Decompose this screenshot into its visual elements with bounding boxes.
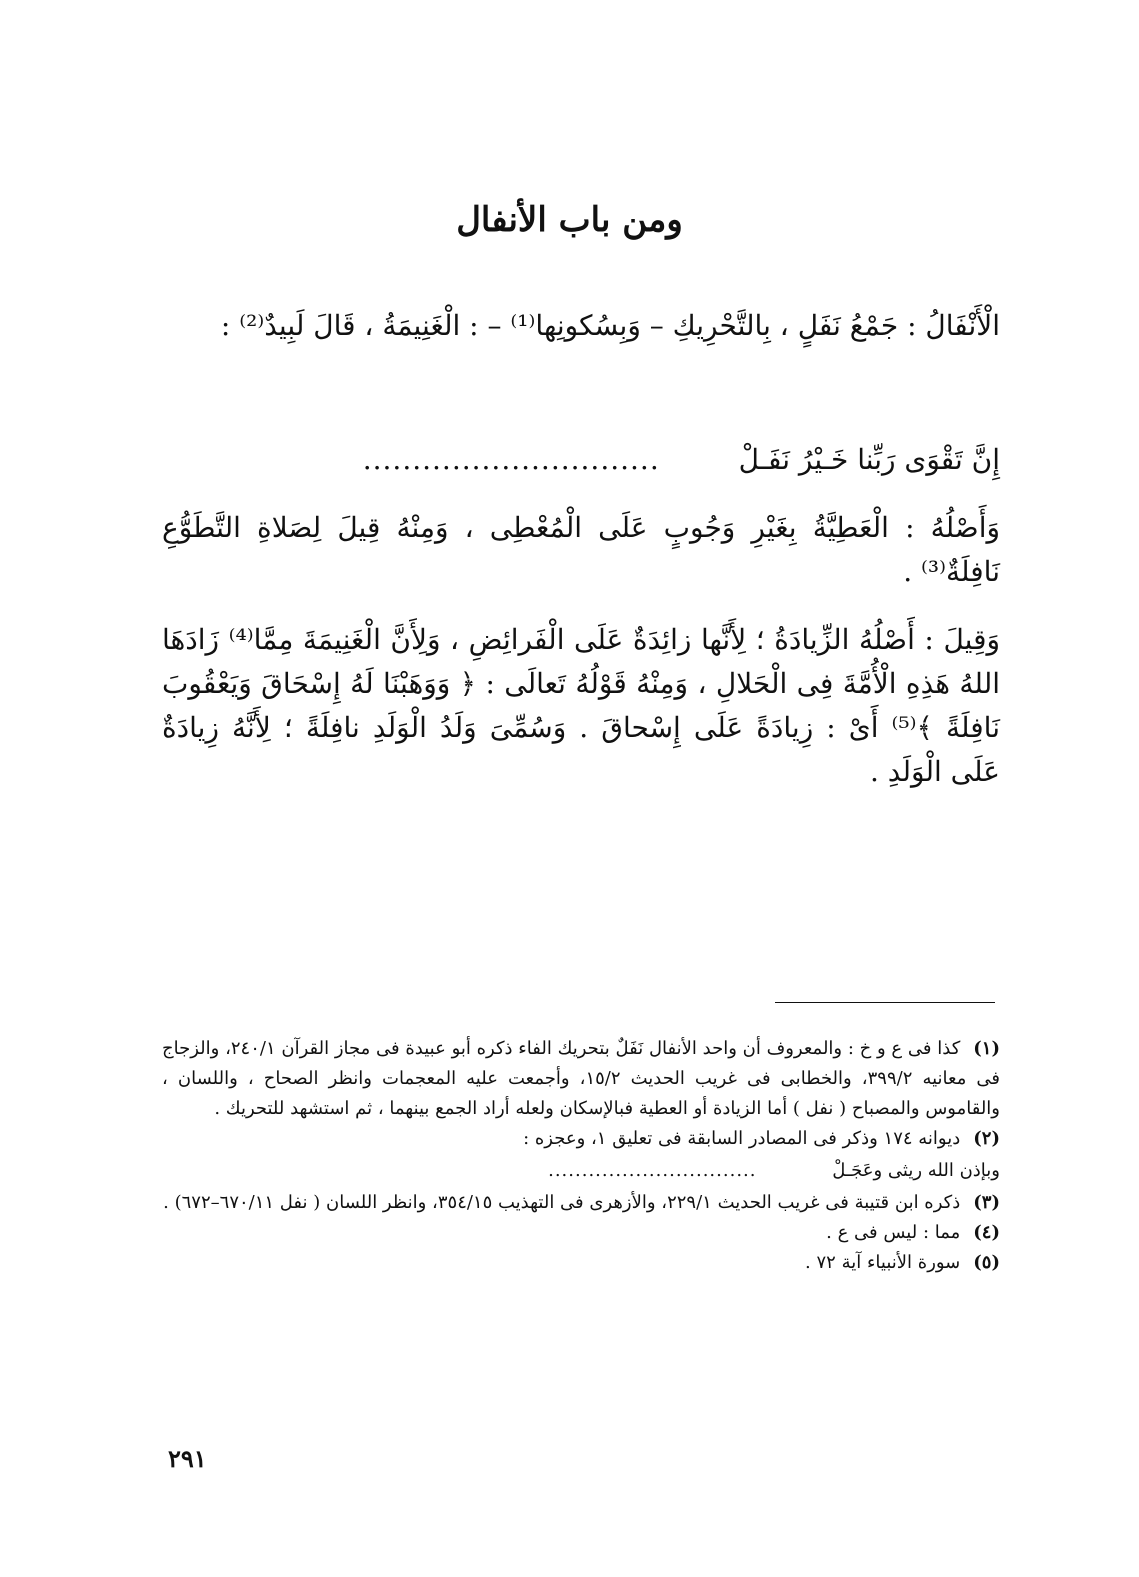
paragraph-definition: الْأَنْفَالُ : جَمْعُ نَفَلٍ ، بِالتَّحْرِيكِ – وَبِسُكونِها⁽¹⁾ – : الْغَنِيمَةُ ، قَالَ لَبِيدٌ⁽²⁾ :	[220, 309, 1000, 342]
paragraph-alternative-origin: وَقِيلَ : أَصْلُهُ الزِّيادَةُ ؛ لِأَنَّها زائِدَةٌ عَلَى الْفَرائِضِ ، وَلِأَنَّ الْغَنِيمَةَ مِمَّا⁽⁴⁾ زَادَهَا اللهُ هَذِهِ الْأُمَّةَ فِى الْحَلالِ ، وَمِنْهُ قَوْلُهُ تَعالَى : ﴿ وَوَهَبْنَا لَهُ إِسْحَاقَ وَيَعْقُوبَ نَافِلَةً ﴾⁽⁵⁾ أَىْ : زِيادَةً عَلَى إِسْحاقَ . وَسُمِّىَ وَلَدُ الْوَلَدِ نافِلَةً ؛ لِأَنَّهُ زِيادَةٌ عَلَى الْوَلَدِ .	[162, 623, 1001, 788]
page-number: ٢٩١	[168, 1444, 207, 1473]
footnote-separator	[775, 1002, 995, 1003]
footnotes	[162, 1034, 1000, 1278]
footnote-text: سورة الأنبياء آية ٧٢ .	[805, 1252, 961, 1273]
footnote-2	[162, 1124, 1000, 1186]
verse-ellipsis: ..............................	[362, 443, 660, 476]
footnote-number: (٣)	[973, 1192, 1000, 1213]
verse-text: إِنَّ تَقْوَى رَبِّنا خَـيْرُ نَفَـلْ	[738, 443, 1000, 476]
footnote-1	[162, 1034, 1000, 1124]
footnote-text: كذا فى ع و خ : والمعروف أن واحد الأنفال نَفَلٌ بتحريك الفاء ذكره أبو عبيدة فى مجاز القرآن ٢٤٠/١، والزجاج فى معانيه ٣٩٩/٢، والخطابى فى غريب الحديث ١٥/٢، وأجمعت عليه المعجمات وانظر الصحاح ، واللسان ، والقاموس والمصباح ( نفل ) أما الزيادة أو العطية فبالإسكان ولعله أراد الجمع بينهما ، ثم استشهد للتحريك .	[162, 1038, 1001, 1119]
poetry-verse	[162, 438, 1000, 482]
footnote-number: (٢)	[973, 1128, 1000, 1149]
footnote-text: ديوانه ١٧٤ وذكر فى المصادر السابقة فى تعليق ١، وعجزه :	[523, 1128, 961, 1149]
footnote-4	[162, 1218, 1000, 1248]
paragraph-origin: وَأَصْلُهُ : الْعَطِيَّةُ بِغَيْرِ وَجُوبٍ عَلَى الْمُعْطِى ، وَمِنْهُ قِيلَ لِصَلاةِ التَّطَوُّعِ نَافِلَةٌ⁽³⁾ .	[162, 511, 1000, 588]
footnote-text: مما : ليس فى ع .	[826, 1222, 961, 1243]
footnote-verse-text: وبإذن الله ريثى وعَجَـلْ	[832, 1160, 1000, 1181]
footnote-text: ذكره ابن قتيبة فى غريب الحديث ٢٢٩/١، والأزهرى فى التهذيب ٣٥٤/١٥، وانظر اللسان ( نفل ٦٧٠/١١–٦٧٢) .	[163, 1192, 961, 1213]
footnote-number: (٤)	[973, 1222, 1000, 1243]
footnote-number: (١)	[973, 1038, 1000, 1059]
footnote-3	[162, 1188, 1000, 1218]
footnote-number: (٥)	[973, 1252, 1000, 1273]
footnote-verse-ellipsis: ...............................	[548, 1160, 757, 1181]
section-title: ومن باب الأنفال	[456, 200, 683, 240]
footnote-verse	[162, 1156, 1000, 1186]
footnote-5	[162, 1248, 1000, 1278]
